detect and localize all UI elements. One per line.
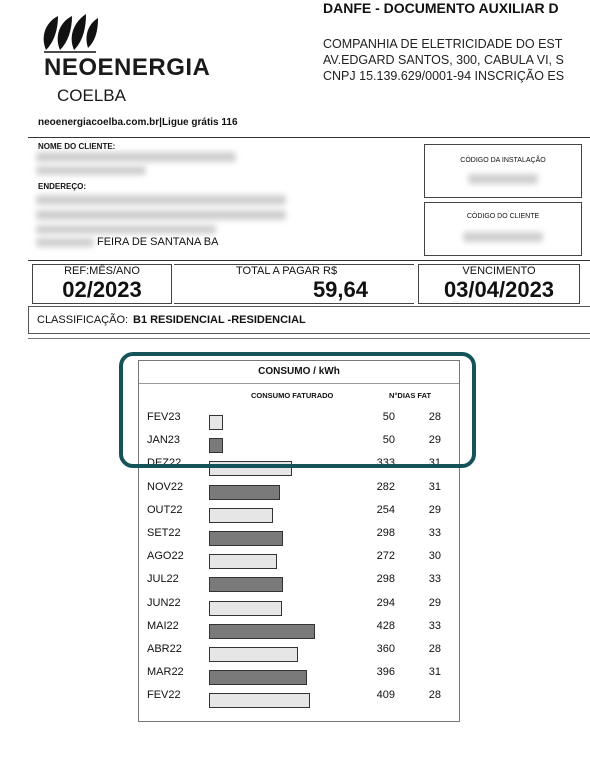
chart-month-label: FEV22: [147, 689, 181, 702]
chart-kwh-value: 50: [382, 411, 395, 423]
total-label: TOTAL A PAGAR R$: [236, 265, 338, 277]
client-code-label: CÓDIGO DO CLIENTE: [466, 213, 540, 220]
chart-kwh-value: 298: [376, 573, 395, 586]
chart-kwh-value: 396: [376, 666, 395, 679]
company-line: AV.EDGARD SANTOS, 300, CABULA VI, S: [323, 53, 564, 67]
redacted-address: [36, 195, 286, 205]
column-header-consumption: CONSUMO FATURADO: [251, 391, 334, 400]
brand-subtitle: COELBA: [57, 86, 126, 105]
chart-days-value: 31: [428, 666, 441, 679]
chart-days-value: 29: [428, 503, 441, 516]
chart-days-value: 29: [428, 596, 441, 609]
company-line: CNPJ 15.139.629/0001-94 INSCRIÇÃO ES: [323, 69, 565, 83]
chart-bar: [209, 647, 298, 662]
due-date-label: VENCIMENTO: [462, 265, 536, 277]
chart-month-label: MAR22: [147, 666, 184, 679]
chart-days-value: 33: [428, 527, 441, 539]
chart-bar: [209, 577, 283, 592]
total-box: [174, 264, 414, 304]
document-title: DANFE - DOCUMENTO AUXILIAR D: [323, 0, 559, 16]
chart-month-label: JUL22: [147, 573, 179, 586]
chart-bar: [209, 485, 280, 500]
highlight-frame: [119, 352, 476, 468]
chart-month-label: JUN22: [147, 596, 181, 609]
redacted-address: [36, 210, 286, 220]
chart-month-label: DEZ22: [147, 457, 182, 470]
chart-days-value: 31: [428, 457, 441, 470]
client-city: FEIRA DE SANTANA BA: [97, 236, 219, 248]
classification-label: CLASSIFICAÇÃO:: [37, 314, 129, 326]
redacted-zip: [36, 238, 94, 247]
chart-days-value: 28: [428, 689, 441, 702]
chart-bar: [209, 508, 273, 523]
brand-name: NEOENERGIA: [44, 54, 211, 81]
chart-month-label: MAI22: [147, 619, 179, 632]
chart-bar: [209, 670, 307, 685]
reference-label: REF:MÊS/ANO: [64, 265, 140, 277]
redacted-client-name: [36, 166, 146, 175]
chart-bar: [209, 601, 282, 616]
chart-kwh-value: 409: [376, 689, 395, 702]
classification-row: [28, 306, 590, 334]
redacted-installation-code: [468, 174, 538, 184]
chart-kwh-value: 333: [376, 457, 395, 470]
divider: [28, 338, 590, 339]
chart-days-value: 33: [428, 573, 441, 586]
chart-kwh-value: 360: [376, 643, 395, 655]
due-date-value: 03/04/2023: [443, 277, 555, 302]
chart-days-value: 30: [428, 550, 441, 563]
chart-days-value: 28: [428, 411, 441, 423]
chart-title: CONSUMO / kWh: [139, 361, 459, 384]
neoenergia-logo-icon: [40, 10, 100, 54]
company-line: COMPANHIA DE ELETRICIDADE DO EST: [323, 37, 563, 51]
column-header-days: N°DIAS FAT: [389, 391, 432, 400]
chart-month-label: OUT22: [147, 503, 183, 516]
chart-kwh-value: 272: [376, 550, 395, 563]
address-label: ENDEREÇO:: [38, 182, 87, 191]
chart-bar: [209, 693, 310, 708]
client-code-box: [424, 202, 582, 256]
chart-month-label: FEV23: [147, 411, 181, 423]
chart-kwh-value: 428: [376, 619, 395, 632]
chart-kwh-value: 294: [376, 596, 395, 609]
reference-box: [32, 264, 172, 304]
chart-bar: [209, 531, 283, 546]
chart-kwh-value: 298: [376, 527, 395, 539]
company-info: [323, 36, 564, 84]
chart-bar: [209, 554, 277, 569]
chart-days-value: 33: [428, 619, 441, 632]
chart-kwh-value: 50: [382, 434, 395, 447]
classification-value: B1 RESIDENCIAL -RESIDENCIAL: [133, 314, 306, 326]
redacted-address: [36, 225, 216, 234]
chart-month-label: AGO22: [147, 550, 184, 563]
divider: [28, 137, 590, 138]
chart-month-label: SET22: [147, 527, 181, 539]
chart-kwh-value: 282: [376, 480, 395, 493]
divider: [28, 260, 590, 261]
client-name-label: NOME DO CLIENTE:: [38, 142, 116, 151]
redacted-client-code: [463, 232, 543, 242]
due-date-box: [418, 264, 580, 304]
chart-month-label: NOV22: [147, 480, 184, 493]
installation-code-label: CÓDIGO DA INSTALAÇÃO: [460, 157, 546, 164]
total-value: 59,64: [312, 277, 368, 302]
installation-code-box: [424, 144, 582, 198]
chart-bar: [209, 624, 315, 639]
chart-days-value: 31: [428, 480, 441, 493]
website-line: neoenergiacoelba.com.br|Ligue grátis 116: [38, 117, 238, 128]
chart-month-label: ABR22: [147, 643, 182, 655]
chart-days-value: 28: [428, 643, 441, 655]
chart-days-value: 29: [428, 434, 441, 447]
redacted-client-name: [36, 152, 236, 162]
chart-month-label: JAN23: [147, 434, 181, 447]
reference-value: 02/2023: [62, 277, 142, 302]
chart-kwh-value: 254: [376, 503, 395, 516]
